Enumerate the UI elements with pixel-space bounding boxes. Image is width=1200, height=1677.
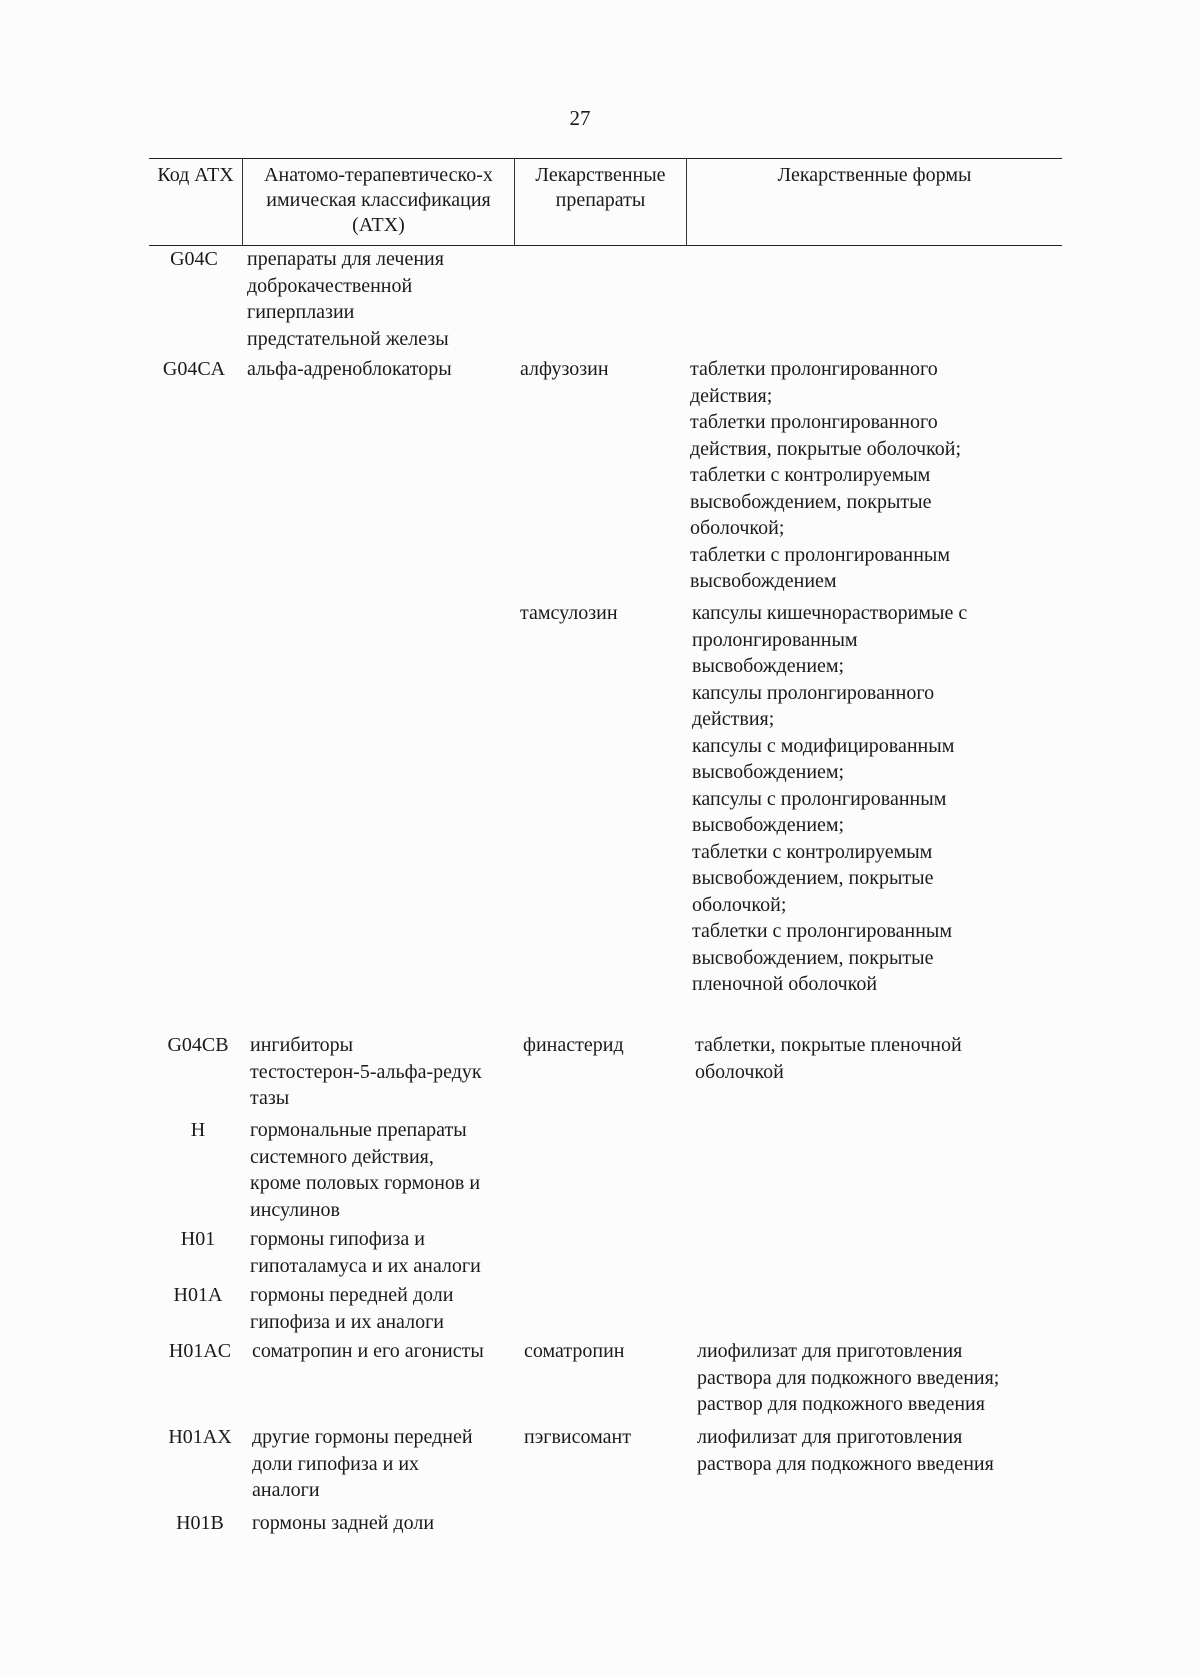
header-top-rule <box>149 158 1062 159</box>
row-code: H01B <box>176 1512 224 1534</box>
row-drug: алфузозин <box>520 358 609 380</box>
row-drug: тамсулозин <box>520 602 618 624</box>
header-classification: Анатомо-терапевтическо-х имическая классификация (АТХ) <box>264 164 493 236</box>
row-classification: гормоны передней доли гипофиза и их аналоги <box>250 1284 454 1333</box>
header-forms: Лекарственные формы <box>777 164 972 186</box>
row-code: H <box>190 1119 206 1141</box>
row-code: H01AC <box>168 1340 232 1362</box>
row-forms: таблетки, покрытые пленочной оболочкой <box>695 1034 962 1083</box>
row-forms: таблетки пролонгированного действия; таблетки пролонгированного действия, покрытые оболочкой; таблетки с контролируемым высвобождением, покрытые оболочкой; таблетки с пролонгированным высвобождением <box>690 358 962 592</box>
row-forms: капсулы кишечнорастворимые с пролонгированным высвобождением; капсулы пролонгированного действия; капсулы с модифицированным высвобождением; капсулы с пролонгированным высвобождением; таблетки с контролируемым высвобождением, покрытые оболочкой; таблетки с пролонгированным высвобождением, покрытые пленочной оболочкой <box>692 602 968 995</box>
header-drugs: Лекарственные препараты <box>535 164 666 211</box>
row-code: G04C <box>170 248 218 270</box>
page-number: 27 <box>569 106 591 130</box>
row-code: H01A <box>173 1284 223 1306</box>
header-code: Код АТХ <box>157 164 234 186</box>
row-classification: альфа-адреноблокаторы <box>247 358 452 380</box>
row-drug: финастерид <box>523 1034 624 1056</box>
row-classification: препараты для лечения доброкачественной гиперплазии предстательной железы <box>247 248 449 350</box>
row-classification: соматропин и его агонисты <box>252 1340 484 1362</box>
row-code: G04CA <box>162 358 226 380</box>
row-classification: гормональные препараты системного действия, кроме половых гормонов и инсулинов <box>250 1119 481 1221</box>
row-classification: ингибиторы тестостерон-5-альфа-редук тазы <box>250 1034 482 1109</box>
row-forms: лиофилизат для приготовления раствора для подкожного введения; раствор для подкожного введения <box>697 1340 1000 1415</box>
row-code: G04CB <box>167 1034 229 1056</box>
row-classification: гормоны гипофиза и гипоталамуса и их аналоги <box>250 1228 481 1277</box>
row-drug: соматропин <box>524 1340 625 1362</box>
row-code: H01AX <box>168 1426 232 1448</box>
row-drug: пэгвисомант <box>524 1426 631 1448</box>
row-forms: лиофилизат для приготовления раствора для подкожного введения <box>697 1426 994 1475</box>
row-classification: гормоны задней доли <box>252 1512 435 1534</box>
row-classification: другие гормоны передней доли гипофиза и их аналоги <box>252 1426 473 1501</box>
row-code: H01 <box>180 1228 216 1250</box>
